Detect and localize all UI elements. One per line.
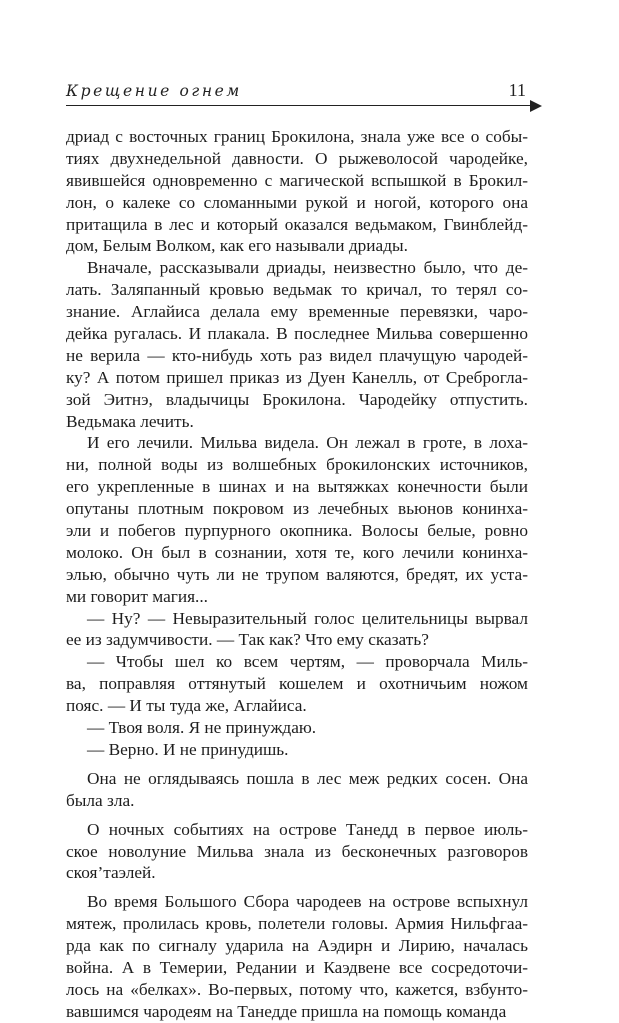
paragraph: [66, 257, 528, 432]
text-line: тиях двухнедельной давности. О рыжеволосой чародейке,: [66, 148, 528, 168]
header-rule-arrow-icon: [530, 100, 542, 112]
text-line: дейка ругалась. И плакала. В последнее Мильва совершенно: [66, 324, 528, 344]
paragraph: [66, 717, 528, 739]
text-line: — Чтобы шел ко всем чертям, — проворчала Миль-: [87, 652, 528, 672]
text-line: зой Эитнэ, владычицы Брокилона. Чародейку отпустить.: [66, 389, 528, 409]
running-head: [66, 80, 542, 108]
text-line: Вначале, рассказывали дриады, неизвестно было, что де-: [87, 258, 528, 278]
text-line: Ведьмака лечить.: [66, 411, 194, 431]
text-line: мятеж, пролилась кровь, полетели головы. Армия Нильфгаа-: [66, 914, 528, 934]
text-line: дом, Белым Волком, как его называли дриады.: [66, 236, 408, 256]
paragraph: [66, 608, 528, 652]
paragraph-gap: [66, 884, 528, 891]
header-rule: [66, 105, 534, 106]
text-line: Она не оглядываясь пошла в лес меж редких сосен. Она: [87, 768, 528, 788]
text-line: ми говорит магия...: [66, 586, 208, 606]
text-line: Во время Большого Сбора чародеев на острове вспыхнул: [87, 892, 528, 912]
text-line: дриад с восточных границ Брокилона, знала уже все о собы-: [66, 127, 528, 146]
text-line: О ночных событиях на острове Танедд в первое июль-: [87, 819, 528, 839]
text-line: пояс. — И ты туда же, Аглайиса.: [66, 696, 307, 716]
text-line: элью, обычно чуть ли не трупом валяются, бредят, их уста-: [66, 564, 528, 584]
paragraph: [66, 768, 528, 812]
text-line: лать. Заляпанный кровью ведьмак то кричал, то терял со-: [66, 280, 528, 300]
paragraph: [66, 739, 528, 761]
text-line: рда как по сигналу ударила на Аэдирн и Лирию, началась: [66, 936, 528, 956]
running-title: Крещение огнем: [66, 82, 242, 100]
text-line: явившейся одновременно с магической вспышкой в Брокил-: [66, 170, 528, 190]
body-text: [66, 126, 528, 1023]
paragraph: [66, 891, 528, 1022]
text-line: ку? А потом пришел приказ из Дуен Канелль, от Среброгла-: [66, 367, 528, 387]
page-number: 11: [508, 80, 526, 100]
text-line: ва, поправляя оттянутый кошелем и охотничьим ножом: [66, 674, 528, 694]
text-line: лон, о калеке со сломанными рукой и ногой, которого она: [66, 192, 528, 212]
text-line: война. А в Темерии, Редании и Каэдвене все сосредоточи-: [66, 957, 528, 977]
text-line: скоя’таэлей.: [66, 863, 156, 883]
text-line: знание. Аглайиса делала ему временные перевязки, чаро-: [66, 302, 528, 322]
paragraph-gap: [66, 812, 528, 819]
text-line: его укрепленные в шинах и на вытяжках конечности были: [66, 477, 528, 497]
text-line: вавшимся чародеям на Танедде пришла на помощь команда: [66, 1001, 507, 1021]
text-line: — Верно. И не принудишь.: [87, 739, 289, 759]
text-line: ское новолуние Мильва знала из бесконечных разговоров: [66, 841, 528, 861]
paragraph: [66, 126, 528, 257]
text-line: — Твоя воля. Я не принуждаю.: [87, 718, 317, 738]
text-line: лось на «белках». Во-первых, потому что, кажется, взбунто-: [66, 979, 528, 999]
paragraph: [66, 432, 528, 607]
paragraph-gap: [66, 761, 528, 768]
text-line: была зла.: [66, 790, 135, 810]
text-line: И его лечили. Мильва видела. Он лежал в гроте, в лоха-: [87, 433, 528, 453]
paragraph: [66, 651, 528, 717]
text-line: не верила — кто-нибудь хоть раз видел плачущую чародей-: [66, 345, 528, 365]
text-line: молоко. Он был в сознании, хотя те, кого лечили конинха-: [66, 542, 528, 562]
text-line: опутаны плотным покровом из лечебных вьюнов конинха-: [66, 499, 528, 519]
paragraph: [66, 819, 528, 885]
text-line: ни, полной воды из волшебных брокилонских источников,: [66, 455, 528, 475]
text-line: притащила в лес и который оказался ведьмаком, Гвинблейд-: [66, 214, 528, 234]
text-line: ее из задумчивости. — Так как? Что ему сказать?: [66, 630, 429, 650]
text-line: — Ну? — Невыразительный голос целительницы вырвал: [87, 608, 528, 628]
text-line: эли и побегов пурпурного окопника. Волосы белые, ровно: [66, 521, 528, 541]
